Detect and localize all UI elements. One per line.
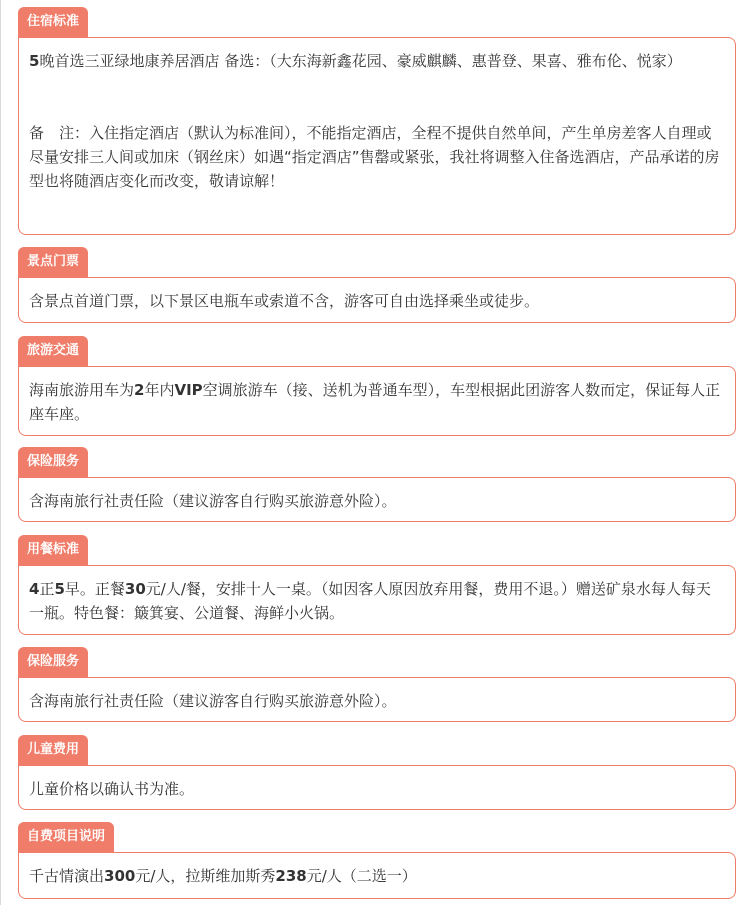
insurance-box-1: [18, 477, 736, 522]
optional-t2: 元/人，拉斯维加斯秀: [135, 867, 276, 885]
transport-text-b: 年内: [144, 381, 175, 399]
transport-text: [29, 378, 725, 426]
insurance-text-2: 含海南旅行社责任险（建议游客自行购买旅游意外险）。: [29, 692, 397, 710]
section-tag-optional: 自费项目说明: [18, 822, 114, 852]
hotel-nights: 5: [29, 52, 40, 70]
meals-t2: 早。正餐: [64, 580, 125, 598]
tickets-box: [18, 277, 736, 323]
meals-lunch-count: 4: [29, 580, 40, 598]
meals-price: 30: [124, 580, 146, 598]
section-tag-transport: 旅游交通: [18, 336, 88, 366]
transport-text-a: 海南旅游用车为: [29, 381, 135, 399]
children-box: [18, 765, 736, 810]
meals-text: [29, 577, 725, 625]
optional-price-1: 300: [104, 867, 136, 885]
transport-box: [18, 366, 736, 436]
optional-t3: 元/人（二选一）: [306, 867, 417, 885]
optional-price-2: 238: [275, 867, 307, 885]
children-text: 儿童价格以确认书为准。: [29, 780, 195, 798]
insurance-box-2: [18, 677, 736, 722]
section-tag-tickets: 景点门票: [18, 247, 88, 277]
meals-t3: 元/人/餐，安排十人一桌。（如因客人原因放弃用餐，费用不退。）赠送矿泉水每人每天一瓶。特色餐：簸箕宴、公道餐、海鲜小火锅。: [29, 580, 711, 622]
section-tag-insurance-1: 保险服务: [18, 447, 88, 477]
section-tag-children: 儿童费用: [18, 735, 88, 765]
section-tag-meals: 用餐标准: [18, 535, 88, 565]
spacer: [29, 73, 725, 121]
optional-box: [18, 852, 736, 899]
tickets-text: 含景点首道门票，以下景区电瓶车或索道不含，游客可自由选择乘坐或徒步。: [29, 292, 540, 310]
hotel-line: [29, 49, 725, 73]
section-tag-insurance-2: 保险服务: [18, 647, 88, 677]
optional-t1: 千古情演出: [29, 867, 105, 885]
transport-vip: VIP: [174, 381, 203, 399]
section-tag-accommodation: 住宿标准: [18, 7, 88, 37]
accommodation-box: [18, 37, 736, 235]
hotel-text: 晚首选三亚绿地康养居酒店 备选：（大东海新鑫花园、豪威麒麟、惠普登、果喜、雅布伦、悦家）: [39, 52, 682, 70]
accommodation-note: 备 注：入住指定酒店（默认为标准间），不能指定酒店，全程不提供自然单间，产生单房差客人自理或尽量安排三人间或加床（钢丝床）如遇“指定酒店”售罄或紧张，我社将调整入住备选酒店，产品承诺的房型也将随酒店变化而改变，敬请谅解！: [29, 124, 720, 190]
insurance-text-1: 含海南旅行社责任险（建议游客自行购买旅游意外险）。: [29, 492, 397, 510]
transport-years: 2: [134, 381, 145, 399]
meals-t1: 正: [39, 580, 55, 598]
meals-breakfast-count: 5: [54, 580, 65, 598]
optional-text: [29, 864, 725, 888]
meals-box: [18, 565, 736, 635]
transport-text-c: 空调旅游车（接、送机为普通车型），车型根据此团游客人数而定，保证每人正座车座。: [29, 381, 721, 423]
